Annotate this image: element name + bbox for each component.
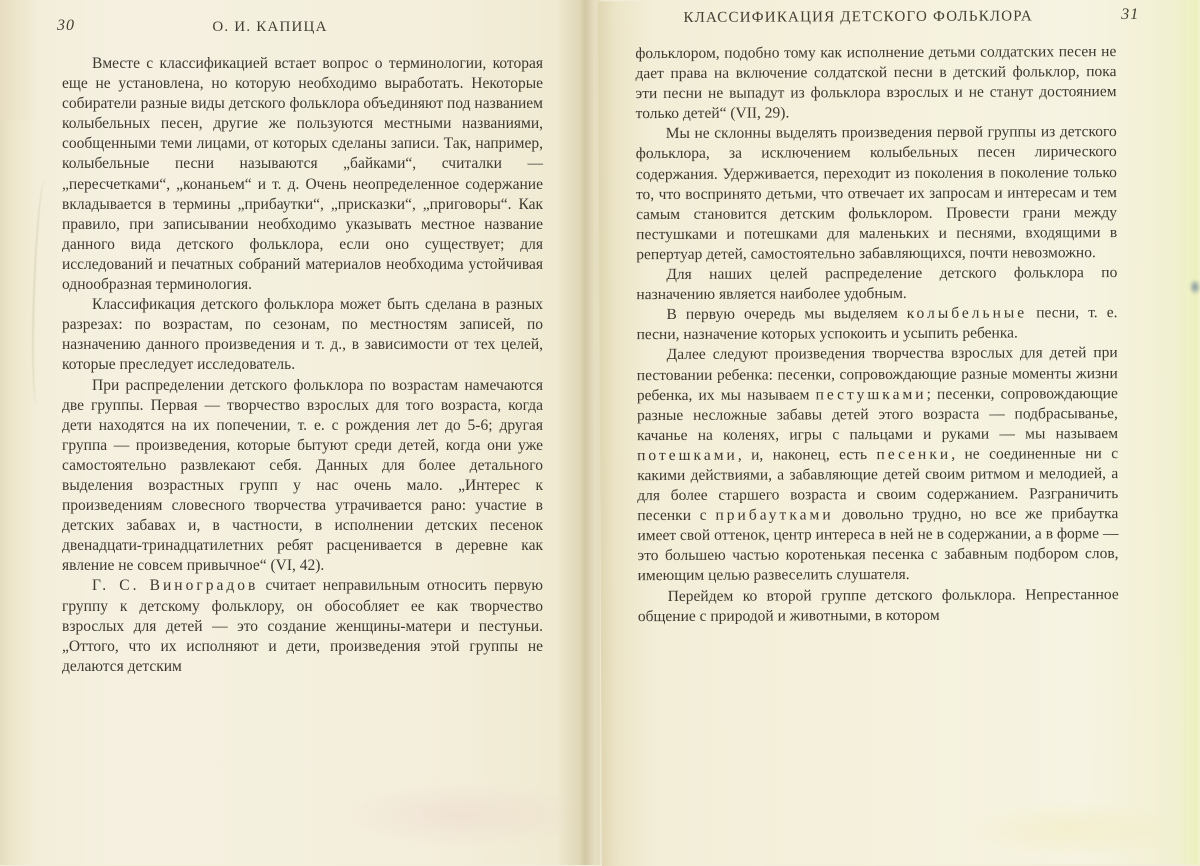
right-page — [598, 0, 1200, 866]
paragraph — [62, 576, 543, 676]
text-run: , не соединенные ни с какими действиями, а забавляющие детей своим ритмом и мелодией, а для более старшего возраста и своим содержанием. Разграничить песенки с — [637, 444, 1119, 525]
text-run: , и, наконец, есть — [737, 445, 877, 464]
paragraph — [62, 295, 543, 375]
spaced-term: потешками — [637, 446, 738, 465]
spaced-term: колыбельные — [906, 304, 1028, 323]
text-run: песни, т. е. песни, назначение которых успокоить и усыпить ребенка. — [636, 304, 1118, 344]
paragraph — [635, 42, 1116, 124]
left-page-number: 30 — [57, 17, 75, 34]
text-run: Классификация детского фольклора может быть сделана в разных разрезах: по возрастам, по сезонам, по местностям записей, по назначению данного произведения и т. д., в зависимости от тех целей, которые преследует исследователь. — [62, 296, 543, 374]
text-run: При распределении детского фольклора по возрастам намечаются две группы. Первая — творчество взрослых для того возраста, когда дети находятся на их попечении, т. е. с рождения лет до 5-6; другая группа — произведения, которые бытуют среди детей, когда они уже самостоятельно развлекают себя. Данных для более детального выделения возрастных групп у нас очень мало. „Интерес к произведениям словесного творчества утрачивается рано: участие в детских забавах и, в частности, в исполнении детских песенок двенадцати-тринадцатилетних ребят расценивается в деревне как явление не совсем привычное“ (VI, 42). — [62, 376, 543, 575]
paragraph — [62, 376, 543, 577]
paragraph — [636, 303, 1117, 345]
right-running-header: КЛАССИФИКАЦИЯ ДЕТСКОГО ФОЛЬКЛОРА — [683, 8, 1033, 26]
text-run: Перейдем ко второй группе детского фольклора. Непрестанное общение с природой и животными, в котором — [637, 585, 1119, 625]
page-crease — [29, 180, 53, 405]
text-run: считает неправильным относить первую группу к детскому фольклору, он обособляет ее как творчество взрослых для детей — это создание женщины-матери и пестуньи. „Оттого, что их исполняют и дети, произведения этой группы не делаются детским — [62, 577, 543, 675]
spaced-term: Г. С. Виноградов — [92, 577, 259, 595]
left-page — [0, 0, 600, 865]
text-run: Далее следуют произведения творчества взрослых для детей при пестовании ребенка: песенки, сопровождающие разные моменты жизни ребенка, их мы называем — [636, 344, 1118, 404]
spaced-term: пестушками — [815, 385, 927, 403]
paragraph — [638, 585, 1119, 627]
paragraph — [636, 263, 1117, 305]
left-running-header: О. И. КАПИЦА — [212, 19, 328, 35]
spaced-term: прибаутками — [715, 506, 834, 524]
text-run: фольклором, подобно тому как исполнение детьми солдатских песен не дает права на включение солдатской песни в детский фольклор, пока эти песни не выпадут из фольклора взрослых и не станут достоянием только детей“ (VII, 29). — [635, 43, 1117, 123]
text-run: ; песенки, сопровождающие разные несложные забавы детей этого возраста — подбрасыванье, качанье на коленях, игры с пальцами и руками — мы называем — [636, 384, 1119, 444]
paragraph — [636, 122, 1118, 265]
paragraph — [62, 54, 543, 295]
text-run: В первую очередь мы выделяем — [666, 305, 907, 324]
text-run: Вместе с классификацией встает вопрос о терминологии, которая еще не установлена, но которую необходимо выработать. Некоторые собиратели разные виды детского фольклора объединяют под названием колыбельных песен, другие же пользуются местными названиями, сообщенными теми лицами, от которых сделаны записи. Так, например, колыбельные песни называются „байками“, считалки — „пересчетками“, „конаньем“ и т. д. Очень неопределенное содержание вкладывается в термины „прибаутки“, „присказки“, „приговоры“. Как правило, при записывании необходимо указывать местное название данного вида детского фольклора, если оно существует; для исследований и печатных собраний материалов необходима устойчивая однообразная терминология. — [62, 55, 543, 294]
right-page-text — [635, 42, 1119, 627]
paragraph — [637, 343, 1119, 586]
text-run: Мы не склонны выделять произведения первой группы из детского фольклора, за исключением колыбельных песен лирического содержания. Удерживается, переходит из поколения в поколение только то, что воспринято детьми, что отвечает их запросам и интересам и тем самым становится детским фольклором. Провести грани между пестушками и потешками для маленьких и песнями, входящими в репертуар детей, самостоятельно забавляющихся, почти невозможно. — [635, 123, 1118, 264]
spaced-term: песенки — [876, 445, 952, 463]
text-run: Для наших целей распределение детского фольклора по назначению является наиболее удобным. — [636, 264, 1118, 304]
right-page-number: 31 — [1121, 5, 1140, 24]
left-page-text — [62, 54, 543, 677]
text-run: довольно трудно, но все же прибаутка имеет свой оттенок, центр интереса в ней не в содержании, а в форме — это большею частью коротенькая песенка с забавным подбором слов, имеющим целью развеселить слушателя. — [637, 505, 1119, 585]
